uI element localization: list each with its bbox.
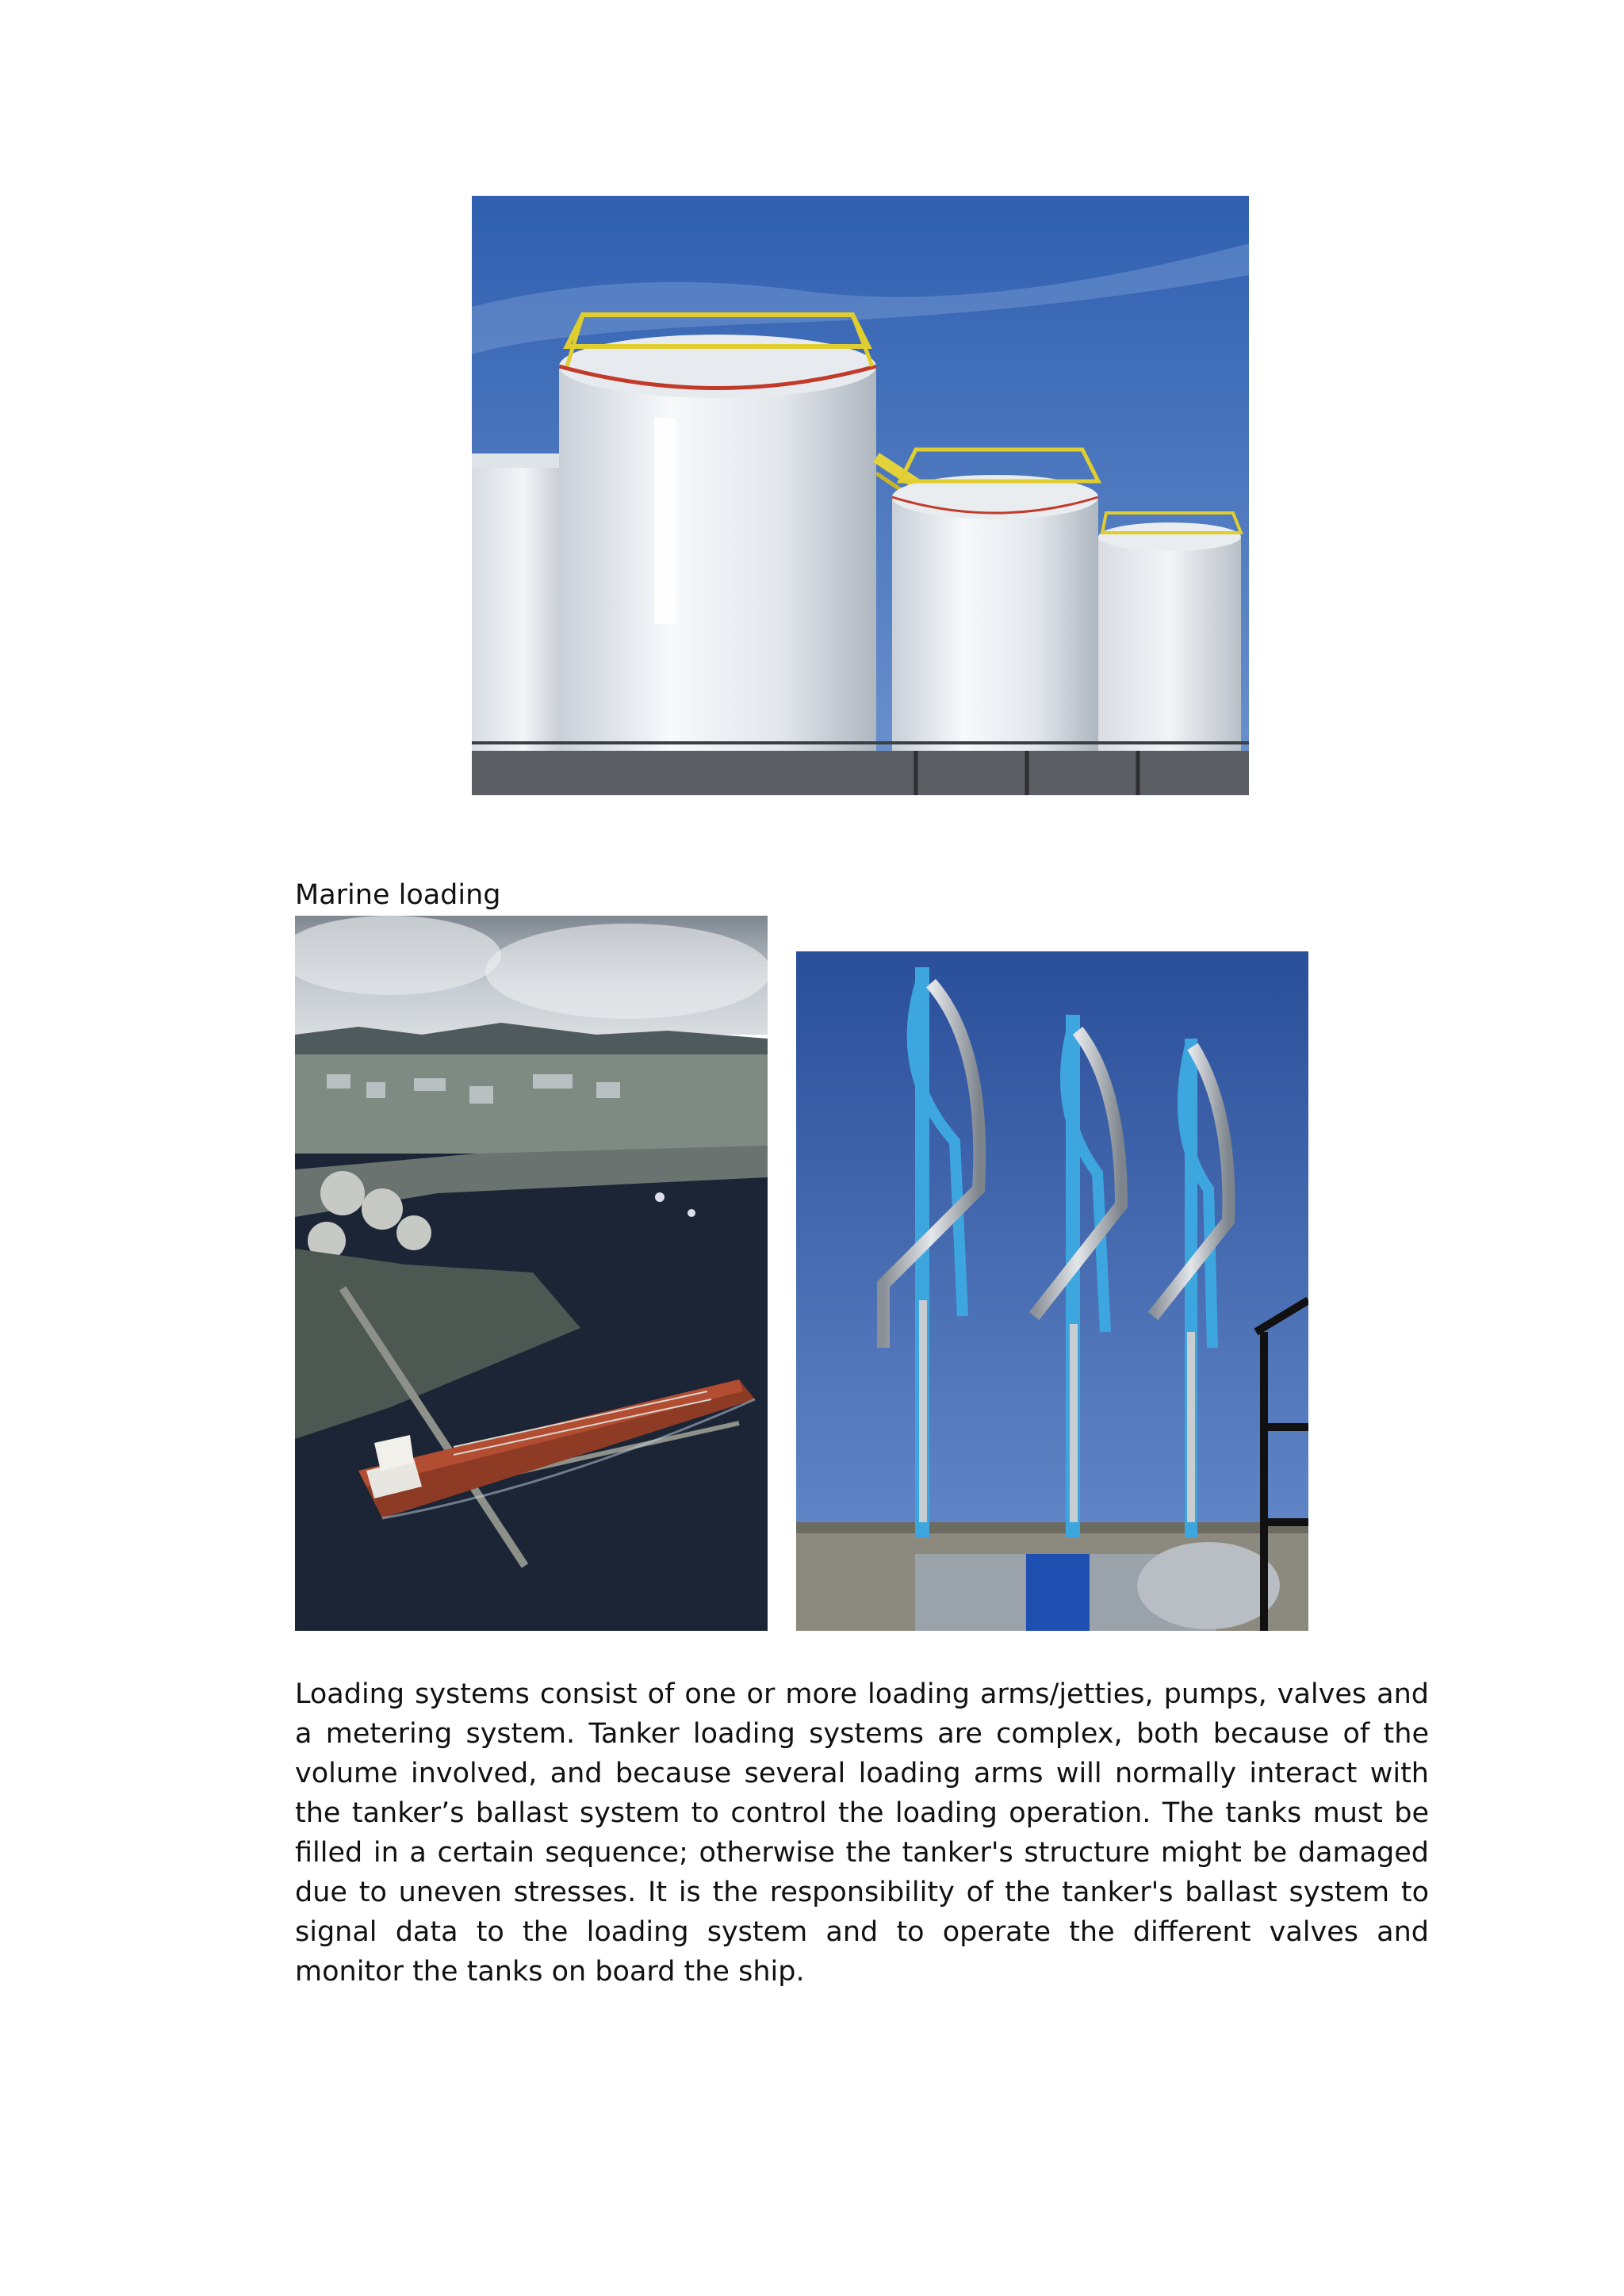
storage-tanks-photo [472,196,1249,795]
port-aerial-photo [295,916,768,1631]
body-paragraph: Loading systems consist of one or more loading arms/jetties, pumps, valves and a metering system. Tanker loading systems are complex, both because of the volume involved, and because several loading arms will normally interact with the tanker’s ballast system to control the loading operation. The tanks must be filled in a certain sequence; otherwise the tanker's structure might be damaged due to uneven stresses. It is the responsibility of the tanker's ballast system to signal data to the loading system and to operate the different valves and monitor the tanks on board the ship. [295,1678,1429,1988]
loading-arms-photo [796,951,1308,1631]
section-heading: Marine loading [295,879,501,911]
